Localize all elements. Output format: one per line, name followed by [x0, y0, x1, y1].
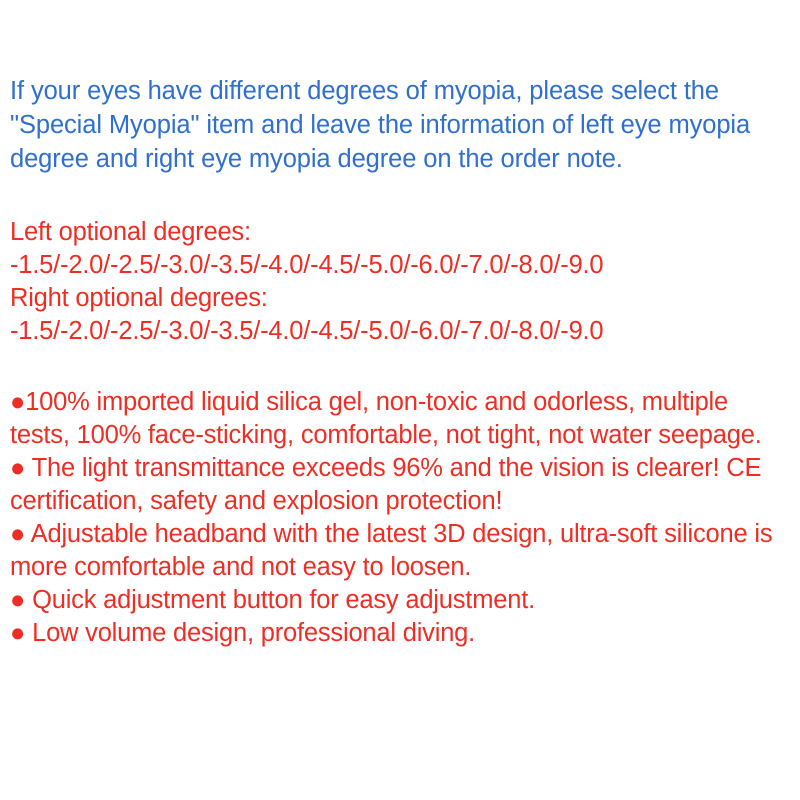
myopia-instructions-paragraph: If your eyes have different degrees of myopia, please select the "Special Myopia" item and leave the information of left eye myopia degree and right eye myopia degree on the order note. [10, 77, 751, 173]
feature-item: ●100% imported liquid silica gel, non-toxic and odorless, multiple tests, 100% face-sticking, comfortable, not tight, not water seepage. [10, 388, 762, 449]
optional-degrees-section [10, 216, 794, 348]
feature-item: ● Quick adjustment button for easy adjustment. [10, 586, 535, 614]
features-list [10, 386, 794, 650]
feature-item: ● The light transmittance exceeds 96% and the vision is clearer! CE certification, safety and explosion protection! [10, 454, 762, 515]
feature-item: ● Adjustable headband with the latest 3D design, ultra-soft silicone is more comfortable and not easy to loosen. [10, 520, 773, 581]
spacer-two [10, 348, 794, 386]
feature-item: ● Low volume design, professional diving. [10, 619, 476, 647]
spacer-one [10, 176, 794, 216]
left-degrees-label: Left optional degrees: [10, 218, 251, 246]
right-degrees-label: Right optional degrees: [10, 284, 268, 312]
left-degrees-values: -1.5/-2.0/-2.5/-3.0/-3.5/-4.0/-4.5/-5.0/-6.0/-7.0/-8.0/-9.0 [10, 251, 604, 279]
right-degrees-values: -1.5/-2.0/-2.5/-3.0/-3.5/-4.0/-4.5/-5.0/-6.0/-7.0/-8.0/-9.0 [10, 317, 604, 345]
